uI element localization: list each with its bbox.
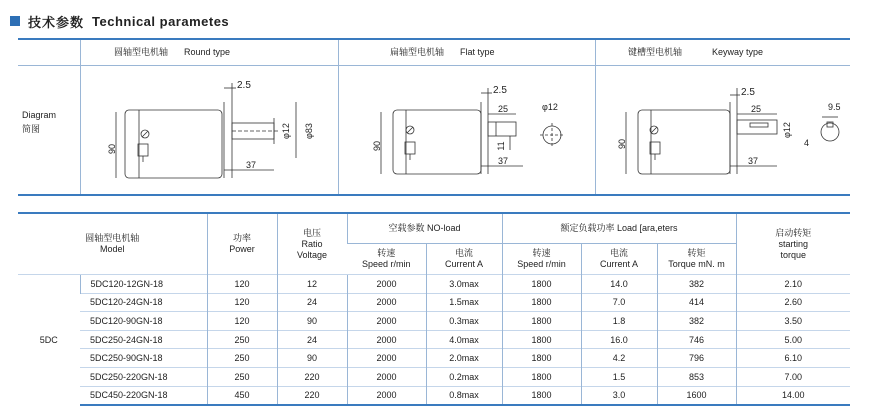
- diagram-label-en: Diagram: [22, 110, 57, 120]
- flat-dim-37: 37: [498, 156, 509, 166]
- header-l-speed-cn: 转速: [532, 248, 551, 258]
- header-voltage-en2: Voltage: [296, 249, 328, 260]
- keyway-dim-25: 25: [751, 104, 762, 114]
- table-row: [18, 349, 850, 368]
- cell-nl-speed: 2000: [347, 349, 426, 368]
- header-nl-speed-cn: 转速: [377, 248, 396, 258]
- heading-title-cn: 技术参数: [28, 14, 85, 30]
- cell-model: 5DC250-220GN-18: [80, 367, 207, 386]
- header-power: [207, 213, 277, 275]
- flat-dim-90: 90: [372, 140, 382, 152]
- cell-voltage: 220: [277, 367, 347, 386]
- group-cell: 5DC: [18, 275, 80, 406]
- cell-voltage: 12: [277, 275, 347, 294]
- flat-dim-25: 25: [498, 104, 509, 114]
- cell-nl-speed: 2000: [347, 330, 426, 349]
- cell-power: 450: [207, 386, 277, 405]
- round-dim-37: 37: [246, 160, 257, 170]
- cell-model: 5DC250-24GN-18: [80, 330, 207, 349]
- cell-model: 5DC120-90GN-18: [80, 312, 207, 331]
- cell-torque: 746: [657, 330, 736, 349]
- header-l-current-en: Current A: [599, 259, 639, 269]
- round-terminal: [138, 144, 148, 156]
- keyway-dim-90: 90: [617, 138, 627, 150]
- header-l-speed-en: Speed r/min: [517, 259, 566, 269]
- cell-start: 2.10: [736, 275, 850, 294]
- cell-torque: 796: [657, 349, 736, 368]
- header-power-en: Power: [229, 244, 255, 254]
- header-voltage-cn: 电压: [302, 227, 321, 238]
- cell-l-speed: 1800: [502, 349, 581, 368]
- cell-l-speed: 1800: [502, 386, 581, 405]
- header-starting: [736, 213, 850, 275]
- cell-nl-current: 0.3max: [426, 312, 502, 331]
- cell-power: 250: [207, 349, 277, 368]
- cell-nl-current: 1.5max: [426, 293, 502, 312]
- heading-title-en: Technical parametes: [92, 13, 230, 29]
- cell-l-current: 4.2: [581, 349, 657, 368]
- cell-nl-speed: 2000: [347, 293, 426, 312]
- cell-power: 120: [207, 312, 277, 331]
- cell-power: 120: [207, 293, 277, 312]
- header-starting-en1: starting: [778, 238, 808, 249]
- keyway-dim-depth: 4: [804, 138, 810, 148]
- cell-start: 7.00: [736, 367, 850, 386]
- cell-nl-current: 0.2max: [426, 367, 502, 386]
- header-torque-en: Torque mN. m: [668, 259, 725, 269]
- cell-torque: 1600: [657, 386, 736, 405]
- cell-l-speed: 1800: [502, 330, 581, 349]
- header-voltage-en1: Ratio: [301, 238, 323, 249]
- flat-screw-slot: [407, 127, 413, 133]
- cell-start: 5.00: [736, 330, 850, 349]
- cell-model: 5DC120-24GN-18: [80, 293, 207, 312]
- cell-torque: 382: [657, 275, 736, 294]
- table-row: [18, 386, 850, 405]
- table-row: [18, 330, 850, 349]
- cell-start: 14.00: [736, 386, 850, 405]
- cell-voltage: 24: [277, 330, 347, 349]
- parameter-table: [18, 212, 850, 406]
- header-starting-en2: torque: [780, 249, 807, 260]
- header-l-speed: [502, 244, 581, 275]
- section-heading: [10, 12, 229, 30]
- cell-model: 5DC250-90GN-18: [80, 349, 207, 368]
- cell-l-speed: 1800: [502, 312, 581, 331]
- header-nl-current: [426, 244, 502, 275]
- flat-shaft: [488, 122, 516, 136]
- keyway-dim-gap: 2.5: [741, 87, 755, 98]
- cell-l-speed: 1800: [502, 275, 581, 294]
- cell-start: 6.10: [736, 349, 850, 368]
- keyway-type-drawing: [617, 87, 841, 174]
- technical-drawings: [18, 38, 850, 196]
- flat-title-cn: 扁轴型电机轴: [390, 47, 445, 57]
- flat-dim-gap: 2.5: [493, 85, 507, 96]
- header-nl-current-en: Current A: [444, 259, 484, 269]
- cell-l-current: 1.8: [581, 312, 657, 331]
- cell-voltage: 90: [277, 312, 347, 331]
- cell-l-speed: 1800: [502, 367, 581, 386]
- cell-nl-current: 3.0max: [426, 275, 502, 294]
- cell-nl-current: 0.8max: [426, 386, 502, 405]
- flat-title-en: Flat type: [460, 47, 495, 57]
- keyway-terminal: [650, 142, 660, 154]
- cell-power: 120: [207, 275, 277, 294]
- cell-model: 5DC450-220GN-18: [80, 386, 207, 405]
- cell-l-current: 14.0: [581, 275, 657, 294]
- cell-nl-speed: 2000: [347, 312, 426, 331]
- round-title-cn: 圆轴型电机轴: [114, 47, 169, 57]
- cell-nl-speed: 2000: [347, 386, 426, 405]
- cell-nl-current: 2.0max: [426, 349, 502, 368]
- header-l-current: [581, 244, 657, 275]
- cell-voltage: 24: [277, 293, 347, 312]
- heading-square-icon: [10, 16, 20, 26]
- table-row: [18, 275, 850, 294]
- cell-nl-speed: 2000: [347, 367, 426, 386]
- header-torque: [657, 244, 736, 275]
- table-row: [18, 312, 850, 331]
- header-torque-cn: 转矩: [687, 248, 706, 258]
- keyway-dim-37: 37: [748, 156, 759, 166]
- flat-terminal: [405, 142, 415, 154]
- keyway-shaft-section: [821, 123, 839, 141]
- cell-voltage: 90: [277, 349, 347, 368]
- diagram-label-cn: 简图: [22, 124, 41, 134]
- cell-l-current: 16.0: [581, 330, 657, 349]
- header-model-cn: 圆轴型电机轴: [85, 233, 140, 243]
- round-title-en: Round type: [184, 47, 231, 57]
- header-load: 额定负载功率 Load [ara,eters: [502, 213, 736, 244]
- cell-power: 250: [207, 367, 277, 386]
- round-dim-flange: φ83: [304, 123, 314, 139]
- cell-model: 5DC120-12GN-18: [80, 275, 207, 294]
- cell-voltage: 220: [277, 386, 347, 405]
- cell-l-current: 3.0: [581, 386, 657, 405]
- cell-torque: 414: [657, 293, 736, 312]
- cell-torque: 382: [657, 312, 736, 331]
- cell-power: 250: [207, 330, 277, 349]
- keyway-screw-slot: [651, 127, 657, 133]
- cell-l-current: 7.0: [581, 293, 657, 312]
- header-nl-current-cn: 电流: [454, 248, 473, 258]
- header-nl-speed-en: Speed r/min: [361, 259, 411, 269]
- header-nl-speed: [347, 244, 426, 275]
- cell-torque: 853: [657, 367, 736, 386]
- header-model: [18, 213, 207, 275]
- header-model-en: Model: [99, 244, 125, 254]
- cell-l-current: 1.5: [581, 367, 657, 386]
- keyway-dim-width: 9.5: [828, 102, 841, 112]
- keyway-slot: [750, 123, 768, 127]
- round-screw-slot: [142, 131, 148, 137]
- table-row: [18, 367, 850, 386]
- header-voltage: [277, 213, 347, 275]
- round-type-drawing: [107, 80, 314, 178]
- round-dim-shaft: φ12: [281, 123, 291, 139]
- flat-dim-11: 11: [496, 141, 506, 151]
- flat-dim-dia: φ12: [542, 102, 558, 112]
- header-starting-cn: 启动转矩: [775, 227, 812, 238]
- round-dim-90: 90: [107, 143, 117, 155]
- header-power-cn: 功率: [232, 233, 251, 243]
- drawing-table: [18, 38, 850, 196]
- keyway-title-cn: 键槽型电机轴: [628, 47, 683, 57]
- cell-start: 3.50: [736, 312, 850, 331]
- cell-start: 2.60: [736, 293, 850, 312]
- cell-nl-speed: 2000: [347, 275, 426, 294]
- cell-nl-current: 4.0max: [426, 330, 502, 349]
- flat-type-drawing: [372, 85, 564, 174]
- keyway-dim-shaft: φ12: [782, 122, 792, 138]
- table-row: [18, 293, 850, 312]
- header-l-current-cn: 电流: [609, 248, 628, 258]
- cell-l-speed: 1800: [502, 293, 581, 312]
- keyway-title-en: Keyway type: [712, 47, 764, 57]
- round-dim-gap: 2.5: [237, 80, 251, 91]
- header-noload: 空载参数 NO-load: [347, 213, 502, 244]
